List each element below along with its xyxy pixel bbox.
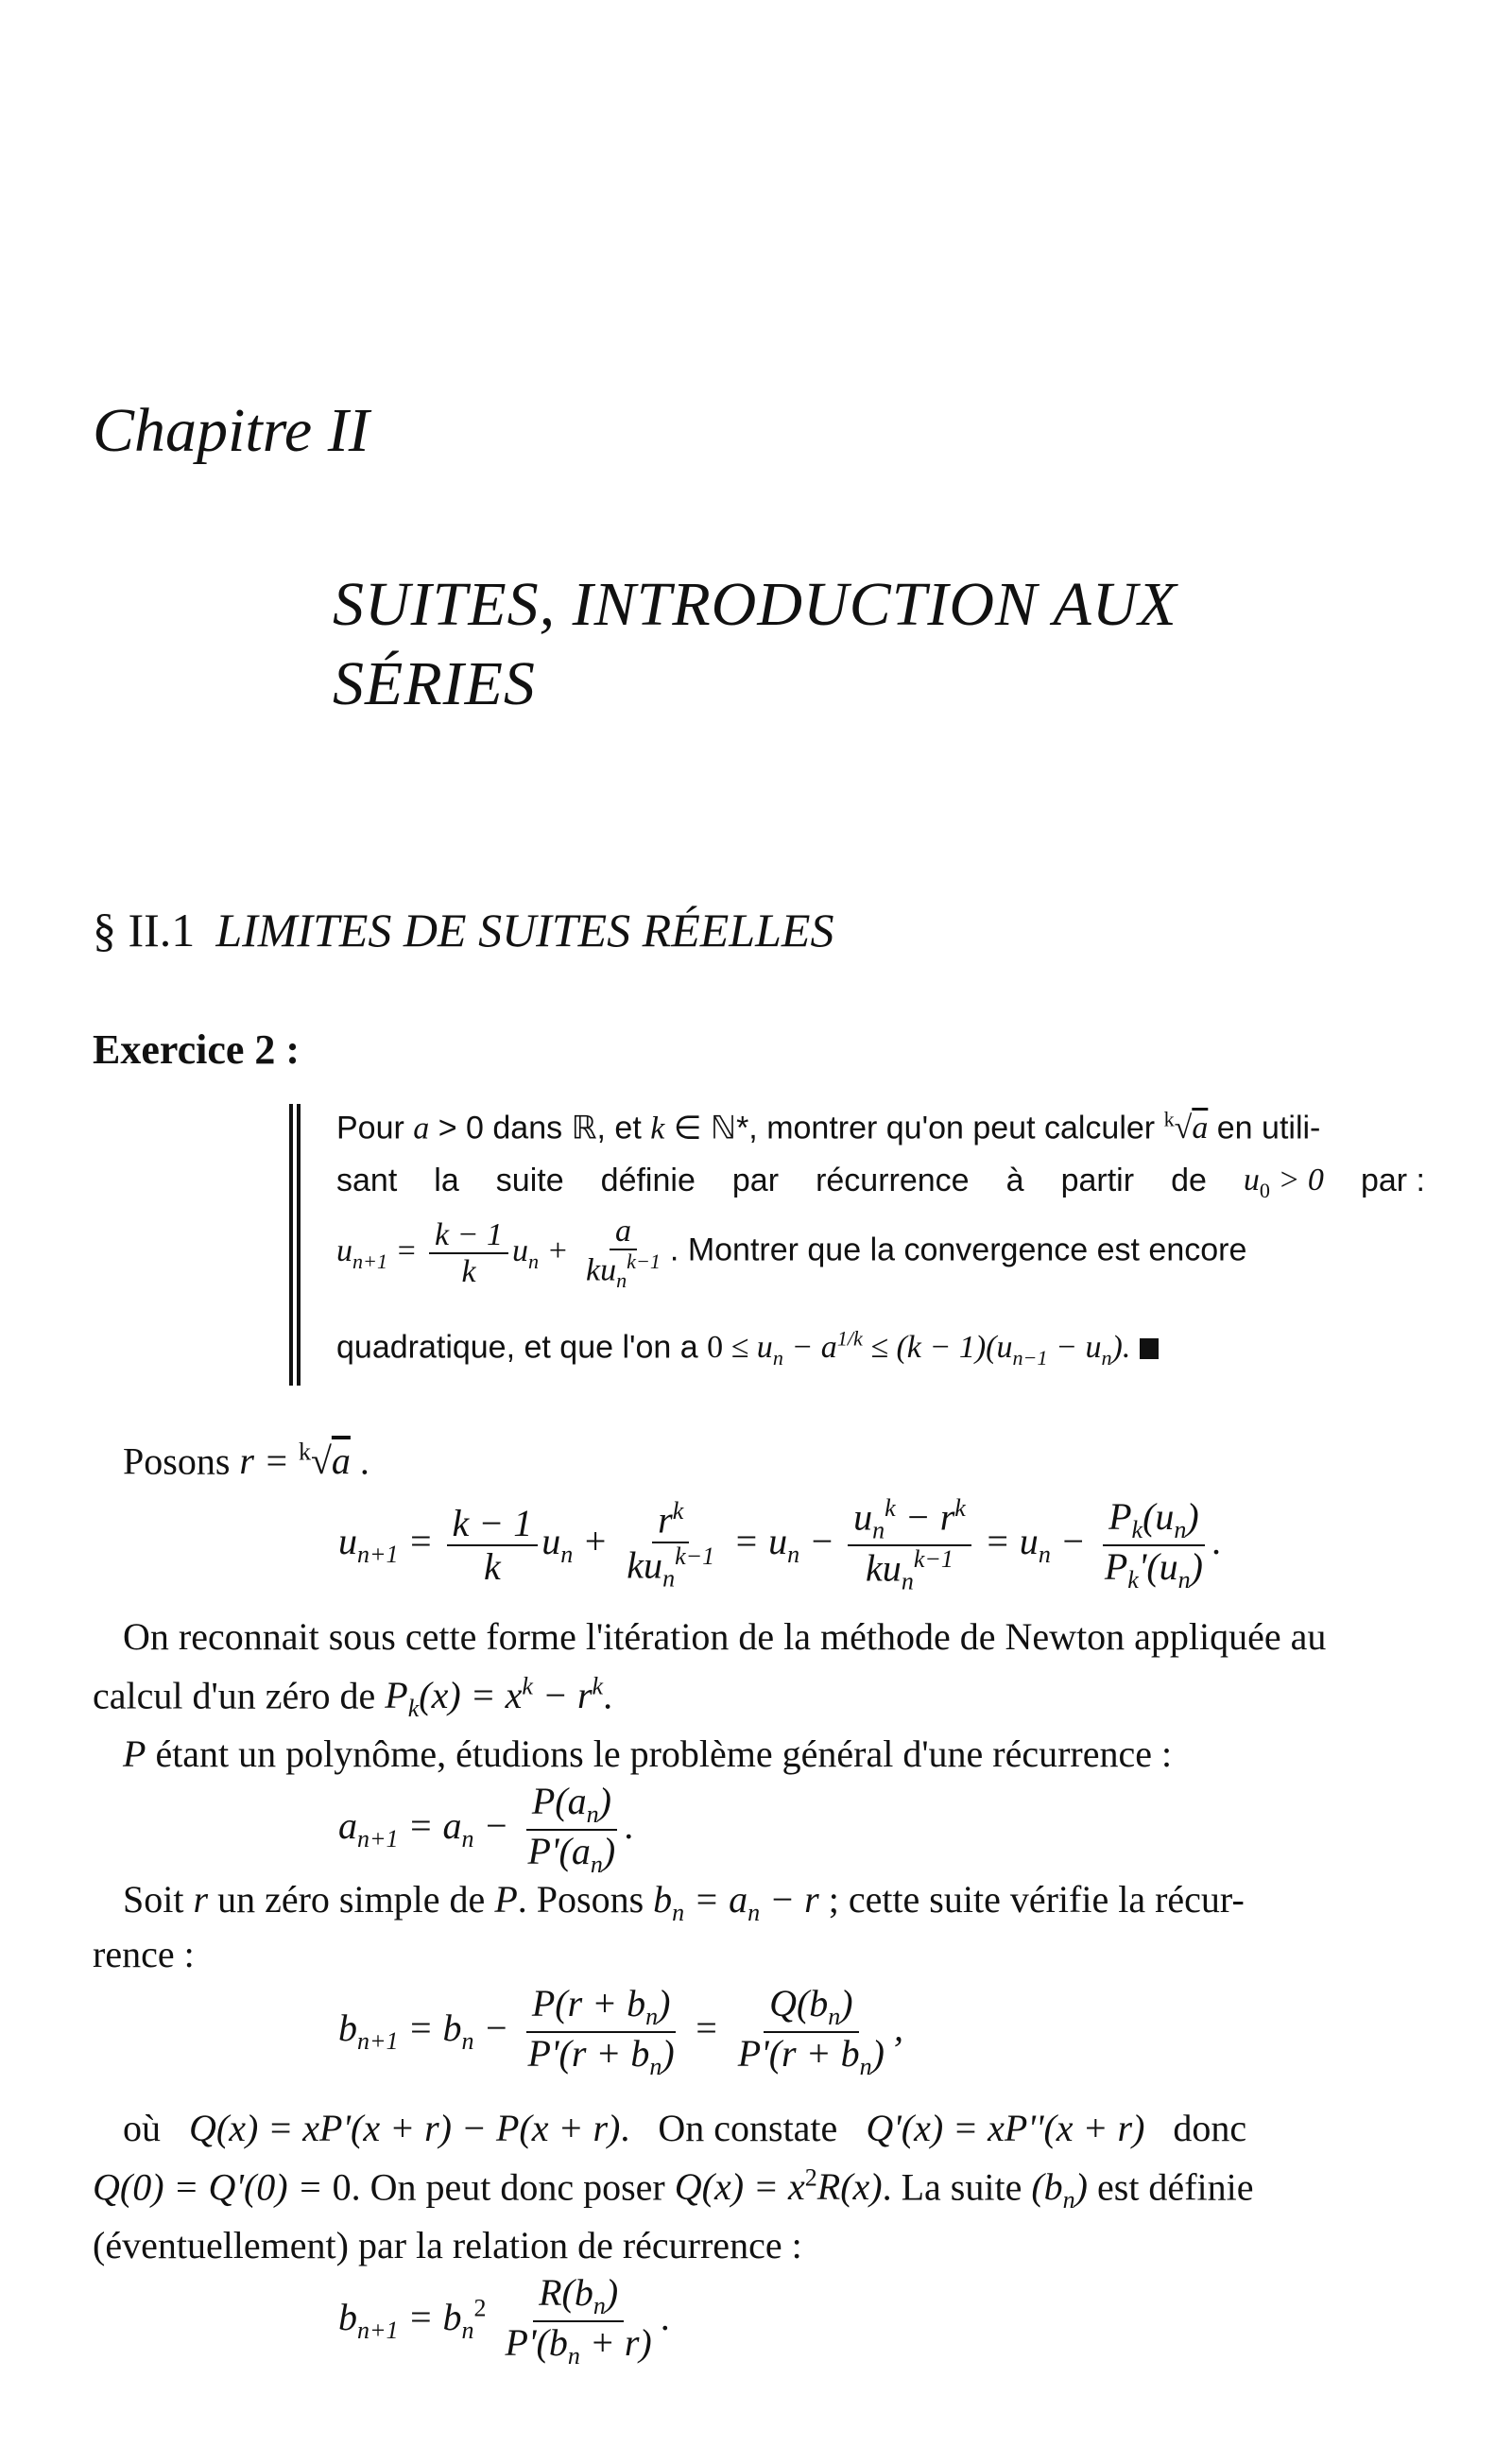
statement-line-1: Pour a > 0 dans ℝ, et k ∈ ℕ*, montrer qu'on peut calculer $^k$√a en utili- (336, 1108, 1321, 1146)
statement-rule-right (297, 1104, 301, 1386)
chapter-title-line1: SUITES, INTRODUCTION AUX (333, 570, 1177, 639)
section-number: § II.1 (93, 904, 196, 956)
chapter-title-line2: SÉRIES (333, 649, 536, 718)
paragraph-rence: rence : (93, 1933, 195, 1975)
statement-text: partir (1060, 1163, 1135, 1198)
statement-line-4: quadratique, et que l'on a $0 \le u_n - a^{1/k} \le (k - 1)(u_{n-1} - u_n)$. (336, 1327, 1159, 1370)
statement-text: par : (1360, 1163, 1425, 1198)
equation-quadratic: $b_{n+1} = b_n^2$ $\frac{R(b_n)}{P'(b_n + r)}$ . (338, 2271, 671, 2369)
statement-text: , et (596, 1110, 642, 1146)
section-title: LIMITES DE SUITES RÉELLES (215, 904, 834, 956)
statement-text: à (1005, 1163, 1024, 1198)
paragraph-ou: où Q(x) = xP'(x + r) − P(x + r). On constate Q'(x) = xP''(x + r) donc (123, 2107, 1247, 2149)
statement-line-3: $u_{n+1}$ = $\frac{k - 1}{k}$ $u_n$ + $\frac{a}{ku_n^{k-1}}$ . Montrer que la convergence est encore (336, 1214, 1247, 1293)
statement-text: sant (336, 1163, 398, 1198)
statement-text: suite (495, 1163, 564, 1198)
statement-text: la (434, 1163, 459, 1198)
statement-text: dans (492, 1110, 563, 1146)
chapter-title (333, 565, 1177, 724)
paragraph-reconnait-2: calcul d'un zéro de $P_k(x) = x^k - r^k$. (93, 1673, 613, 1723)
exercise-label: Exercice 2 : (93, 1026, 301, 1073)
paragraph-q0: Q(0) = Q'(0) = 0. On peut donc poser $Q(x) = x^2R(x)$. La suite $(b_n)$ est définie (93, 2164, 1254, 2214)
equation-newton: $u_{n+1}$ = $\frac{k - 1}{k}$ $u_n$ + $\frac{r^k}{ku_n^{k-1}}$ = $u_n$ − $\frac{u_n^k - r^k}{ku_n^{k-1}}$ = $u_n$ − $\frac{P_k(u_n)}{P_k'(u_n)}$ . (338, 1494, 1222, 1595)
equation-b: $b_{n+1} = b_n$ − $\frac{P(r + b_n)}{P'(r + b_n)}$ = $\frac{Q(b_n)}{P'(r + b_n)}$ , (338, 1982, 903, 2080)
equation-general: $a_{n+1} = a_n$ − $\frac{P(a_n)}{P'(a_n)}$ . (338, 1780, 635, 1878)
statement-text: . Montrer que la convergence est encore (669, 1232, 1247, 1268)
section-heading (93, 903, 833, 957)
statement-rule-left (289, 1104, 293, 1386)
paragraph-eventuellement: (éventuellement) par la relation de récurrence : (93, 2224, 802, 2266)
chapter-heading: Chapitre II (93, 396, 369, 465)
statement-text: récurrence (816, 1163, 970, 1198)
statement-line-2: sant la suite définie par récurrence à partir de $u_0 > 0$ par : (336, 1163, 1425, 1202)
statement-text: en utili- (1216, 1110, 1321, 1146)
end-of-statement-mark (1140, 1338, 1159, 1359)
paragraph-posons: Posons r = $^k$√a . (123, 1439, 369, 1483)
paragraph-p-etant: P étant un polynôme, étudions le problème général d'une récurrence : (123, 1732, 1173, 1775)
statement-text: par (731, 1163, 780, 1198)
statement-text: définie (600, 1163, 696, 1198)
statement-text: de (1171, 1163, 1207, 1198)
statement-text: Pour (336, 1110, 404, 1146)
paragraph-soit: Soit r un zéro simple de P. Posons $b_n = a_n - r$ ; cette suite vérifie la récur- (123, 1878, 1245, 1926)
statement-text: , montrer qu'on peut calculer (748, 1110, 1156, 1146)
statement-text: quadratique, et que l'on a (336, 1329, 698, 1366)
paragraph-reconnait-1: On reconnait sous cette forme l'itération de la méthode de Newton appliquée au (123, 1615, 1327, 1658)
